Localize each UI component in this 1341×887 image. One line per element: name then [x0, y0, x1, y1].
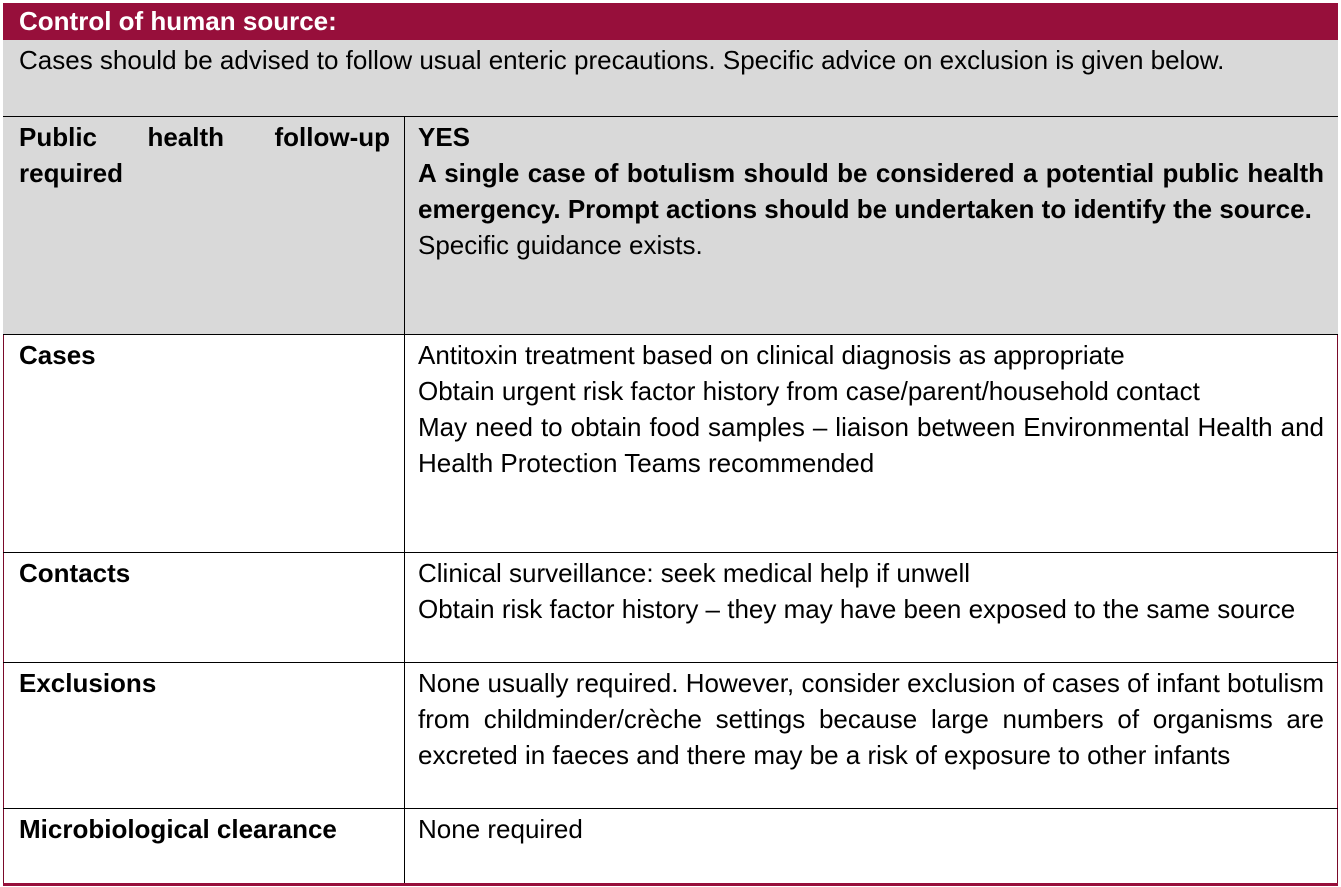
contacts-label: Contacts	[3, 553, 405, 662]
table-row-cases	[3, 334, 1338, 552]
followup-yes: YES	[418, 122, 471, 152]
clearance-text: None required	[418, 814, 583, 844]
contacts-line: Obtain risk factor history – they may have been exposed to the same source	[418, 594, 1296, 624]
clearance-value	[405, 809, 1338, 847]
clearance-label: Microbiological clearance	[3, 809, 405, 884]
followup-guidance: Specific guidance exists.	[418, 230, 703, 260]
followup-label	[3, 117, 405, 334]
cases-line: May need to obtain food samples – liaison between Environmental Health and Health Protection Teams recommended	[418, 412, 1324, 478]
followup-value	[405, 117, 1338, 263]
table-row-clearance	[3, 808, 1338, 884]
contacts-line: Clinical surveillance: seek medical help if unwell	[418, 558, 971, 588]
cases-line: Obtain urgent risk factor history from case/parent/household contact	[418, 376, 1200, 406]
cases-label: Cases	[3, 335, 405, 552]
table-row-exclusions	[3, 662, 1338, 808]
section-title: Control of human source:	[3, 3, 1338, 40]
table-row-followup	[3, 116, 1338, 334]
cases-value	[405, 335, 1338, 481]
exclusions-label: Exclusions	[3, 663, 405, 808]
exclusions-value	[405, 663, 1338, 773]
followup-emergency: A single case of botulism should be considered a potential public health emergency. Prompt actions should be undertaken to identify the source.	[418, 158, 1324, 224]
cases-line: Antitoxin treatment based on clinical diagnosis as appropriate	[418, 340, 1125, 370]
intro-text: Cases should be advised to follow usual enteric precautions. Specific advice on exclusion is given below.	[3, 40, 1338, 116]
exclusions-text: None usually required. However, consider exclusion of cases of infant botulism from childminder/crèche settings because large numbers of organisms are excreted in faeces and there may be a risk of exposure to other infants	[418, 668, 1324, 770]
bottom-rule	[3, 883, 1338, 886]
table-row-contacts	[3, 552, 1338, 662]
followup-label-text: Public health follow-up required	[19, 122, 390, 188]
contacts-value	[405, 553, 1338, 627]
